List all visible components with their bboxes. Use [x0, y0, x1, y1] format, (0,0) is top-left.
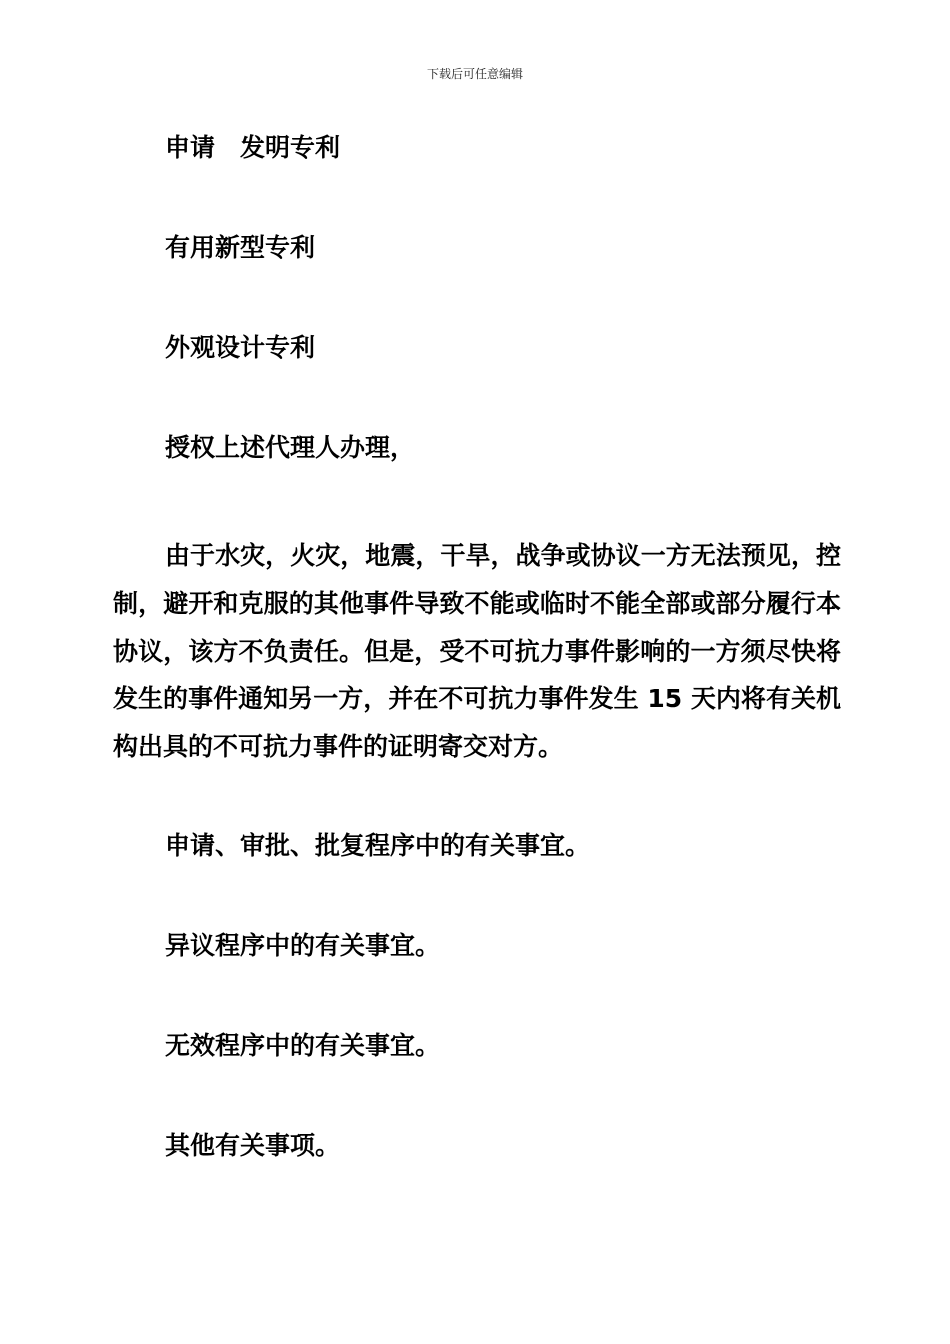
- force-majeure-paragraph: 由于水灾，火灾，地震，干旱，战争或协议一方无法预见，控制，避开和克服的其他事件导致不能或临时不能全部或部分履行本协议，该方不负责任。但是，受不可抗力事件影响的一方须尽快将发生的事件通知另一方，并在不可抗力事件发生 15 天内将有关机构出具的不可抗力事件的证明寄交对方。: [113, 541, 841, 762]
- line-application-matters: 申请、审批、批复程序中的有关事宜。: [165, 831, 591, 860]
- page-header-note: 下载后可任意编辑: [426, 67, 523, 81]
- line-utility-model-patent: 有用新型专利: [165, 233, 316, 262]
- line-design-patent: 外观设计专利: [165, 333, 316, 362]
- line-invalidation-matters: 无效程序中的有关事宜。: [165, 1031, 441, 1060]
- line-objection-matters: 异议程序中的有关事宜。: [165, 931, 441, 960]
- line-authorize-agent: 授权上述代理人办理，: [165, 433, 416, 462]
- line-other-matters: 其他有关事项。: [165, 1131, 341, 1160]
- line-apply-invention-patent: 申请 发明专利: [165, 133, 341, 162]
